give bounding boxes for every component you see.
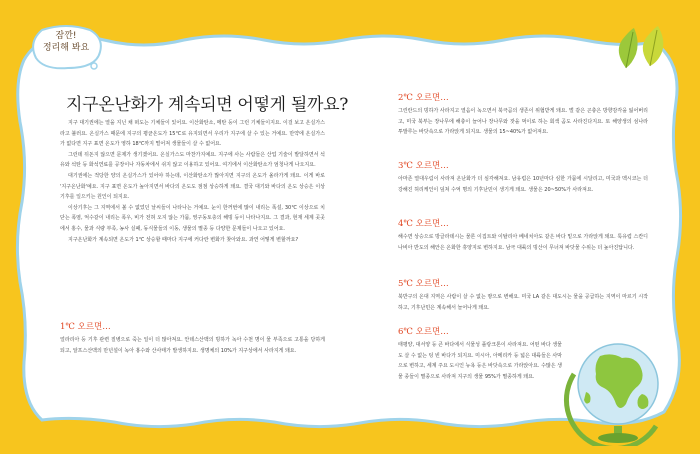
intro-paragraph: 지구 대기권에는 열을 지닌 채 떠도는 기체들이 있어요. 이산화탄소, 메탄 등이 그런 기체들이지요. 이걸 보고 온실가스라고 불러요. 온실가스 때문에 지구의 평균온도가 15℃로 유지되면서 우리가 지구에 살 수 있는 거예요. 만약에 온실가스가 없다면 지구 표면 온도가 영하 18℃까지 떨어져 생물들이 살 수 없어요.: [60, 120, 325, 148]
intro-paragraph: 지구온난화가 계속되면 온도가 1℃ 상승할 때마다 지구에 커다란 변화가 찾아와요. 과연 어떻게 변할까요?: [68, 236, 299, 243]
section-2c: [398, 92, 648, 138]
section-heading: 5℃ 오르면…: [398, 279, 449, 289]
section-body: 태평양, 대서양 등 큰 바다에서 식물성 플랑크톤이 사라져요. 어떤 바다 생물도 살 수 없는 텅 빈 바다가 되지요. 미시아, 아메리카 등 넓은 대륙들은 사막으로 변하고, 세계 주요 도시인 뉴욕 등은 바닷속으로 가라앉아요. 수많은 생물 종들이 멸종으로 사라져 지구의 생물 95%가 멸종하게 돼요.: [398, 342, 562, 380]
intro-paragraph: 이상기후는 그 지역에서 볼 수 없었던 날씨들이 나타나는 거예요. 눈이 한꺼번에 많이 내리는 폭설, 30℃ 이상으로 치닫는 폭염, 억수같이 내리는 폭우, 비가 전혀 오지 않는 가뭄, 영구동토층의 해빙 등이 나타나지요. 그 결과, 현재 세계 곳곳에서 홍수, 물과 식량 부족, 농사 실패, 동식물들의 이동, 생물의 멸종 등 다양한 문제들이 나오고 있어요.: [60, 204, 325, 232]
section-6c: [398, 326, 562, 382]
page-title: 지구온난화가 계속되면 어떻게 될까요?: [66, 95, 349, 115]
section-body: 아마존 열대우림이 사라져 온난화가 더 심각해져요. 남유럽은 10년마다 심한 가뭄에 시달리고, 미국과 멕시코는 더 강해진 허리케인이 덮쳐 수억 명의 기후난민이 생기게 돼요. 생물은 20~50%가 사라져요.: [398, 176, 648, 193]
badge-line1: 잠깐!: [55, 31, 77, 41]
intro-paragraph: 대기권에는 적당한 양의 온실가스가 있어야 하는데, 이산화탄소가 많아지면 지구의 온도가 올라가게 돼요. 이게 바로 '지구온난화'예요. 지구 표면 온도가 높아지면서 바다의 온도도 점점 상승하게 돼요. 결국 대기와 바다의 온도 상승은 이상기후를 일으키는 원인이 되지요.: [60, 172, 325, 201]
badge-label: [28, 30, 104, 54]
globe-icon: [560, 334, 672, 446]
leaves-icon: [612, 26, 668, 70]
section-heading: 2℃ 오르면…: [398, 93, 449, 103]
section-heading: 3℃ 오르면…: [398, 161, 449, 171]
section-heading: 6℃ 오르면…: [398, 327, 449, 337]
section-heading: 1℃ 오르면…: [60, 322, 111, 332]
section-body: 북반구의 온대 지역은 사람이 살 수 없는 땅으로 변해요. 미국 LA 같은 대도시는 물을 공급하는 지역이 마르기 시작하고, 기후난민은 계속해서 늘어나게 돼요.: [398, 294, 648, 311]
intro-paragraph: 그런데 뒤돈지 않으면 문제가 생기겠어요. 온실가스도 마찬가지예요. 지구에 사는 사람들은 산업 기술이 발달하면서 석유와 석탄 등 화석연료를 공장이나 자동차에서 쉬지 않고 이용하고 있어요. 여기에서 이산화탄소가 엄청나게 나오지요.: [60, 151, 325, 169]
intro-text: [60, 118, 325, 245]
section-1c: [60, 321, 325, 357]
section-5c: [398, 278, 648, 313]
section-3c: [398, 160, 648, 195]
section-body: 해수면 상승으로 방글라데시는 물론 이집트와 이탈리아 베네치아도 같은 바다 밑으로 가라앉게 돼요. 툭유럽 스칸디나비아 반도의 해안은 온화한 휴양지로 변하지요. 남극 대륙의 빙산이 무너져 바닷물 수위는 더 높아진답니다.: [398, 234, 648, 251]
section-body: 그린란드의 빙하가 사라지고 열음이 녹으면서 북극곰의 생존이 위협받게 돼요. 벌 같은 곤충은 방향감각을 잃어버리고, 미국 북부는 장나무에 해충이 늘어나 장나무와 잣을 먹이로 하는 회색 곰도 사라진다지요. 또 해양생의 섬나라 투발루는 바닷속으로 가라앉게 되지요. 생물의 15~40%가 없어져요.: [398, 108, 648, 136]
section-heading: 4℃ 오르면…: [398, 219, 449, 229]
badge-line2: 정리해 봐요: [42, 43, 90, 53]
section-4c: [398, 218, 648, 253]
section-body: 얼라리아 등 기후 관련 질병으로 죽는 일이 더 많아져요. 안데스산맥의 빙하가 녹아 수천 명이 물 부족으로 고통을 당하게 되고, 알프스산맥의 만년설이 녹아 홍수와 산사태가 발생하지요. 생명체의 10%가 지구상에서 사라지게 돼요.: [60, 337, 325, 354]
